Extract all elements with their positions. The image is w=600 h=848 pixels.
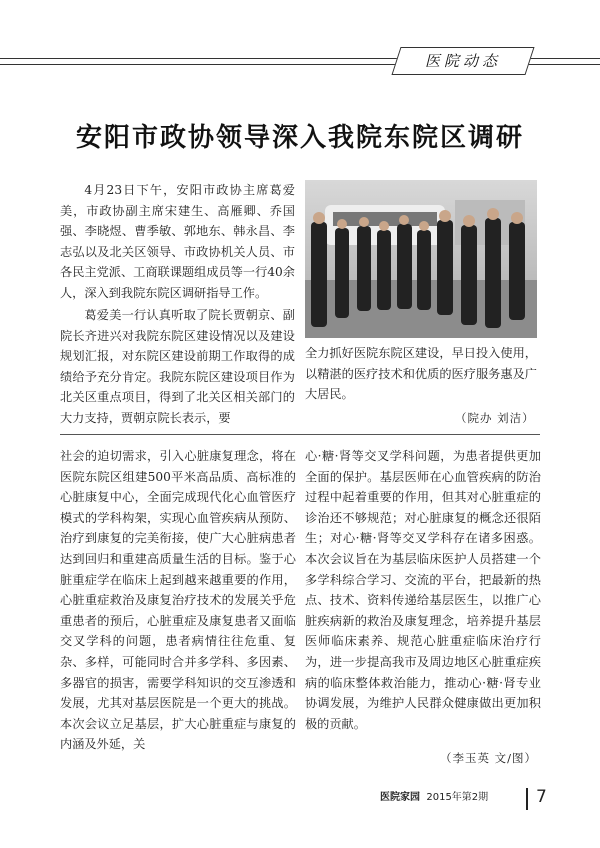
page-number: 7: [536, 787, 547, 807]
page-number-bar: [526, 788, 528, 810]
article-title: 安阳市政协领导深入我院东院区调研: [75, 123, 524, 153]
article-credit: （院办 刘洁）: [455, 411, 535, 425]
article2-credit: （李玉英 文/图）: [440, 751, 538, 765]
section-tag: [391, 47, 534, 75]
event-photo-image: [305, 180, 537, 338]
article-paragraph-3: 全力抓好医院东院区建设，早日投入使用，以精湛的医疗技术和优质的医疗服务惠及广大居民。: [305, 346, 537, 402]
page-footer: [380, 788, 488, 803]
section-label: 医院动态: [424, 52, 501, 70]
article-paragraph-1: 4月23日下午，安阳市政协主席葛爱美，市政协副主席宋建生、高雁卿、乔国强、李晓煜、曹季敏、郭地东、韩永昌、李志弘以及北关区领导、市政协机关人员、市各民主党派、工商联课题组成员等一行40余人，深入到我院东院区调研指导工作。: [60, 183, 295, 300]
article2-left-column: 社会的迫切需求，引入心脏康复理念，将在医院东院区组建500平米高品质、高标准的心脏康复中心，全面完成现代化心血管医疗模式的学科构架，实现心血管疾病从预防、治疗到康复的完美衔接，使广大心脏病患者达到回归和重建高质量生活的目标。鉴于心脏重症学在临床上起到越来越重要的作用，心脏重症救治及康复治疗技术的发展关乎危重患者的预后，心脏重症及康复患者又面临交叉学科的问题，患者病情往往危重、复杂、多样，可能同时合并多学科、多因素、多器官的损害，需要学科知识的交互渗透和发展，尤其对基层医院是一个更大的挑战。本次会议立足基层，扩大心脏重症与康复的内涵及外延，关: [60, 449, 296, 752]
article-paragraph-2: 葛爱美一行认真听取了院长贾朝京、副院长齐进兴对我院东院区建设情况以及建设规划汇报，对东院区建设前期工作取得的成绩给予充分肯定。我院东院区建设项目作为北关区重点项目，得到了北关区相关部门的大力支持，贾朝京院长表示，要: [60, 308, 295, 425]
section-divider: [60, 434, 540, 435]
issue-label: 2015年第2期: [426, 792, 489, 803]
journal-name: 医院家园: [380, 792, 420, 803]
article2-right-column: 心·糖·肾等交叉学科问题，为患者提供更加全面的保护。基层医师在心血管疾病的防治过程中起着重要的作用，但其对心脏重症的诊治还不够规范；对心脏康复的概念还很陌生；对心·糖·肾等交叉学科存在诸多困惑。本次会议旨在为基层临床医护人员搭建一个多学科综合学习、交流的平台，把最新的热点、技术、资料传递给基层医生，以推广心脏疾病新的救治及康复理念，培养提升基层医师临床素养、规范心脏重症临床治疗行为，进一步提高我市及周边地区心脏重症疾病的临床整体救治能力，推动心·糖·肾专业协调发展，为维护人民群众健康做出更加积极的贡献。: [305, 449, 541, 731]
event-photo: [305, 180, 537, 338]
